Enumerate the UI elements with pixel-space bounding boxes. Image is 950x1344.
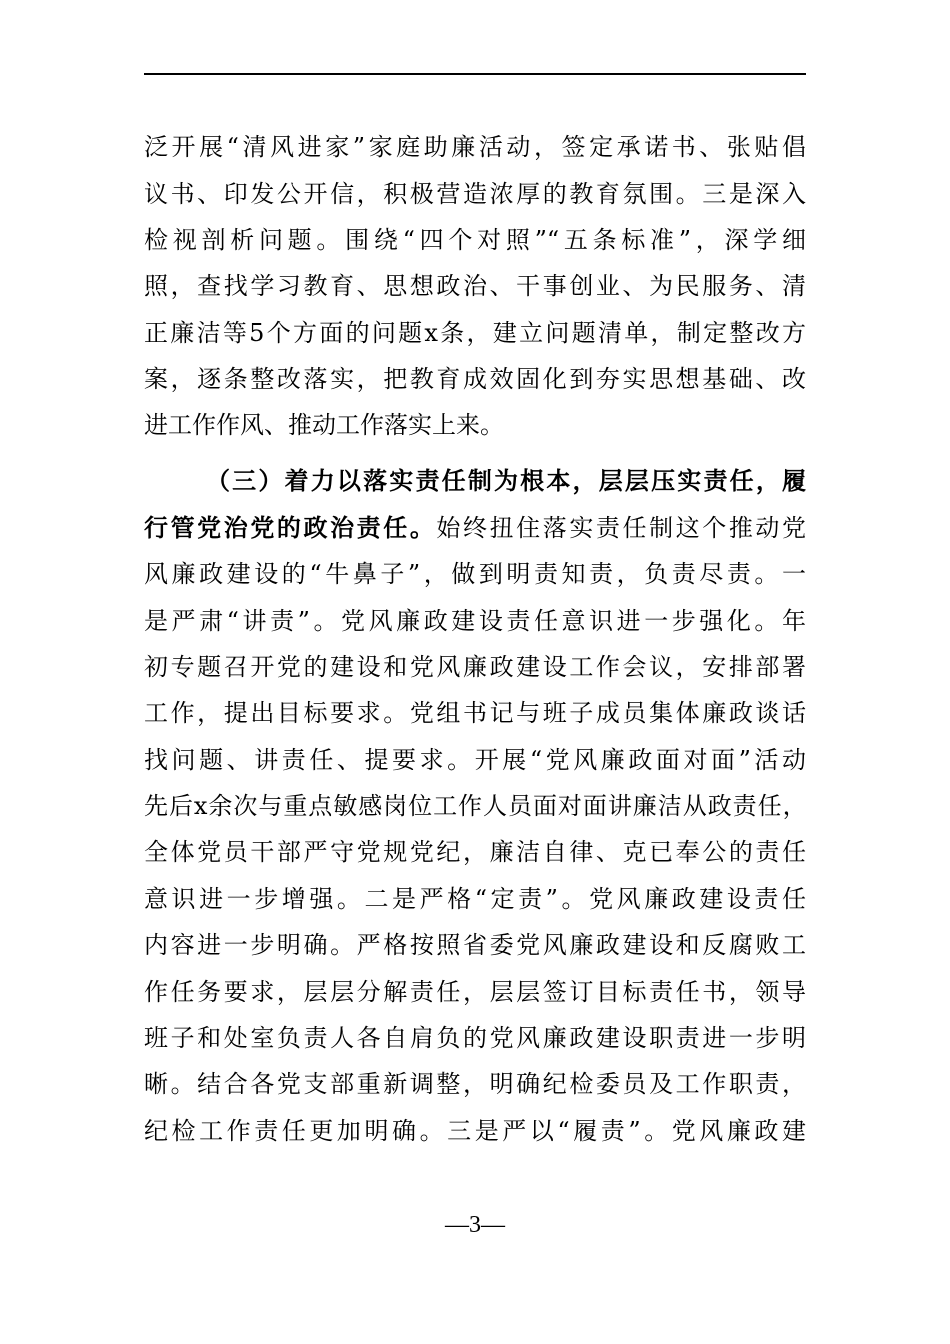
- page-number: —3—: [445, 1212, 505, 1238]
- text-line: 进工作作风、推动工作落实上来。: [144, 410, 504, 439]
- text-line: 检视剖析问题。围绕“四个对照”“五条标准”，深学细: [144, 225, 806, 254]
- text-line: 风廉政建设的“牛鼻子”，做到明责知责，负责尽责。一: [144, 559, 806, 588]
- section-heading: （三）着力以落实责任制为根本，层层压实责任，履: [206, 465, 806, 495]
- text-line: 作任务要求，层层分解责任，层层签订目标责任书，领导: [144, 977, 806, 1006]
- text-line: 班子和处室负责人各自肩负的党风廉政建设职责进一步明: [144, 1023, 806, 1052]
- text-line: 议书、印发公开信，积极营造浓厚的教育氛围。三是深入: [144, 179, 806, 208]
- text-line: 晰。结合各党支部重新调整，明确纪检委员及工作职责，: [144, 1069, 806, 1098]
- section-heading-continuation: 行管党治党的政治责任。始终扭住落实责任制这个推动党: [144, 512, 807, 542]
- text-line: 是严肃“讲责”。党风廉政建设责任意识进一步强化。年: [144, 606, 806, 635]
- text-line: 内容进一步明确。严格按照省委党风廉政建设和反腐败工: [144, 930, 806, 959]
- text-line: 意识进一步增强。二是严格“定责”。党风廉政建设责任: [144, 884, 806, 913]
- text-line: 初专题召开党的建设和党风廉政建设工作会议，安排部署: [144, 652, 806, 681]
- text-line: 先后x余次与重点敏感岗位工作人员面对面讲廉洁从政责任，: [144, 791, 806, 820]
- text-line: 工作，提出目标要求。党组书记与班子成员集体廉政谈话: [144, 698, 806, 727]
- text-line: 照，查找学习教育、思想政治、干事创业、为民服务、清: [144, 271, 806, 300]
- text-line: 找问题、讲责任、提要求。开展“党风廉政面对面”活动: [144, 745, 806, 774]
- text-line: 正廉洁等5个方面的问题x条，建立问题清单，制定整改方: [144, 318, 806, 347]
- text-line: 全体党员干部严守党规党纪，廉洁自律、克已奉公的责任: [144, 837, 806, 866]
- text-line: 纪检工作责任更加明确。三是严以“履责”。党风廉政建: [144, 1116, 806, 1145]
- header-rule: [144, 73, 806, 75]
- text-line: 案，逐条整改落实，把教育成效固化到夯实思想基础、改: [144, 364, 806, 393]
- text-line: 泛开展“清风进家”家庭助廉活动，签定承诺书、张贴倡: [144, 132, 806, 161]
